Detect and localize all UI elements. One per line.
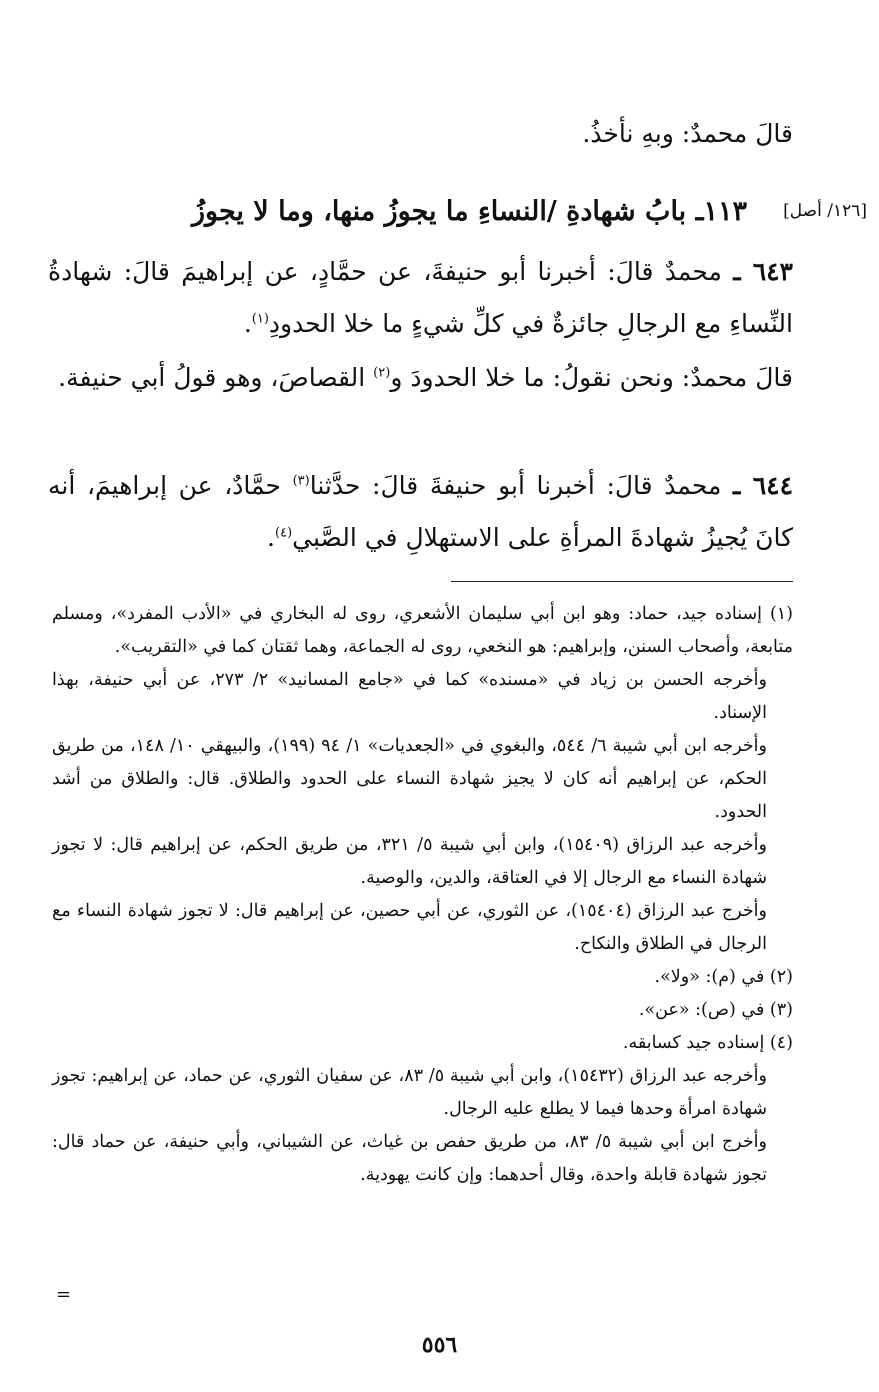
intro-line: قالَ محمدٌ: وبهِ نأخذُ. xyxy=(582,119,793,148)
footnote-4-cont-a: وأخرجه عبد الرزاق (١٥٤٣٢)، وابن أبي شيبة ٥/ ٨٣، عن سفيان الثوري، عن حماد، عن إبراهيم: تجوز شهادة امرأة وحدها فيما لا يطلع عليه الرجال. xyxy=(52,1066,767,1119)
entry-number: ٦٤٤ ـ xyxy=(733,471,794,500)
footnote-4: (٤) إسناده جيد كسابقه. xyxy=(622,1033,793,1053)
margin-note: [١٢٦/ أصل] xyxy=(783,201,867,221)
paragraph-644 xyxy=(48,460,793,564)
continuation-mark: = xyxy=(56,1284,72,1305)
page-number: ٥٥٦ xyxy=(421,1332,458,1358)
paragraph-text: محمدٌ قالَ: أخبرنا أبو حنيفةَ، عن حمَّادٍ، عن إبراهيمَ قالَ: شهادةُ النِّساءِ مع الرجالِ جائزةٌ في كلِّ شيءٍ ما خلا الحدودِ xyxy=(48,257,793,338)
chapter-heading: ١١٣ـ بابُ شهادةِ /النساءِ ما يجوزُ منها، وما لا يجوزُ xyxy=(191,196,748,227)
entry-number: ٦٤٣ ـ xyxy=(733,257,793,286)
chapter-heading-row xyxy=(40,186,875,238)
footnote-ref: (١) xyxy=(251,311,269,327)
paragraph-text: القصاصَ، وهو قولُ أبي حنيفة. xyxy=(58,363,374,392)
footnote-ref: (٢) xyxy=(373,365,391,381)
footnote-2: (٢) في (م): «ولا». xyxy=(654,967,793,987)
footnote-ref: (٣) xyxy=(292,473,310,489)
footnote-1-cont-d: وأخرج عبد الرزاق (١٥٤٠٤)، عن الثوري، عن أبي حصين، عن إبراهيم قال: لا تجوز شهادة النساء مع الرجال في الطلاق والنكاح. xyxy=(52,901,767,954)
paragraph-text: محمدٌ قالَ: أخبرنا أبو حنيفةَ قالَ: حدَّثنا xyxy=(309,471,722,500)
footnote-divider xyxy=(451,581,793,582)
punctuation: . xyxy=(243,309,252,338)
punctuation: . xyxy=(267,523,275,552)
paragraph-text: حمَّادٌ، عن إبراهيمَ، أنه كانَ يُجيزُ شهادةَ المرأةِ على الاستهلالِ في الصَّبي xyxy=(48,471,793,552)
paragraph-comment xyxy=(48,352,793,404)
footnote-ref: (٤) xyxy=(275,525,293,541)
footnote-1-cont-c: وأخرجه عبد الرزاق (١٥٤٠٩)، وابن أبي شيبة ٥/ ٣٢١، من طريق الحكم، عن إبراهيم قال: لا تجوز شهادة النساء مع الرجال إلا في العتاقة، والدين، والوصية. xyxy=(52,835,767,888)
footnote-3: (٣) في (ص): «عن». xyxy=(638,1000,793,1020)
footnote-4-cont-b: وأخرج ابن أبي شيبة ٥/ ٨٣، من طريق حفص بن غياث، عن الشيباني، وأبي حنيفة، عن حماد قال: تجوز شهادة قابلة واحدة، وقال أحدهما: وإن كانت يهودية. xyxy=(52,1132,767,1185)
paragraph-643 xyxy=(48,246,793,350)
footnote-1: (١) إسناده جيد، حماد: وهو ابن أبي سليمان الأشعري، روى له البخاري في «الأدب المفرد»، ومسلم متابعة، وأصحاب السنن، وإبراهيم: هو النخعي، روى له الجماعة، وهما ثقتان كما في «التقريب». xyxy=(52,604,793,657)
footnote-1-cont-b: وأخرجه ابن أبي شيبة ٦/ ٥٤٤، والبغوي في «الجعديات» ١/ ٩٤ (١٩٩)، والبيهقي ١٠/ ١٤٨، من طريق الحكم، عن إبراهيم أنه كان لا يجيز شهادة النساء على الحدود والطلاق. قال: والطلاق من أشد الحدود. xyxy=(52,736,767,822)
paragraph-text: قالَ محمدٌ: ونحن نقولُ: ما خلا الحدودَ و xyxy=(390,363,793,392)
footnote-1-cont-a: وأخرجه الحسن بن زياد في «مسنده» كما في «جامع المسانيد» ٢/ ٢٧٣، عن أبي حنيفة، بهذا الإسناد. xyxy=(52,670,767,723)
footnotes xyxy=(52,598,793,1192)
